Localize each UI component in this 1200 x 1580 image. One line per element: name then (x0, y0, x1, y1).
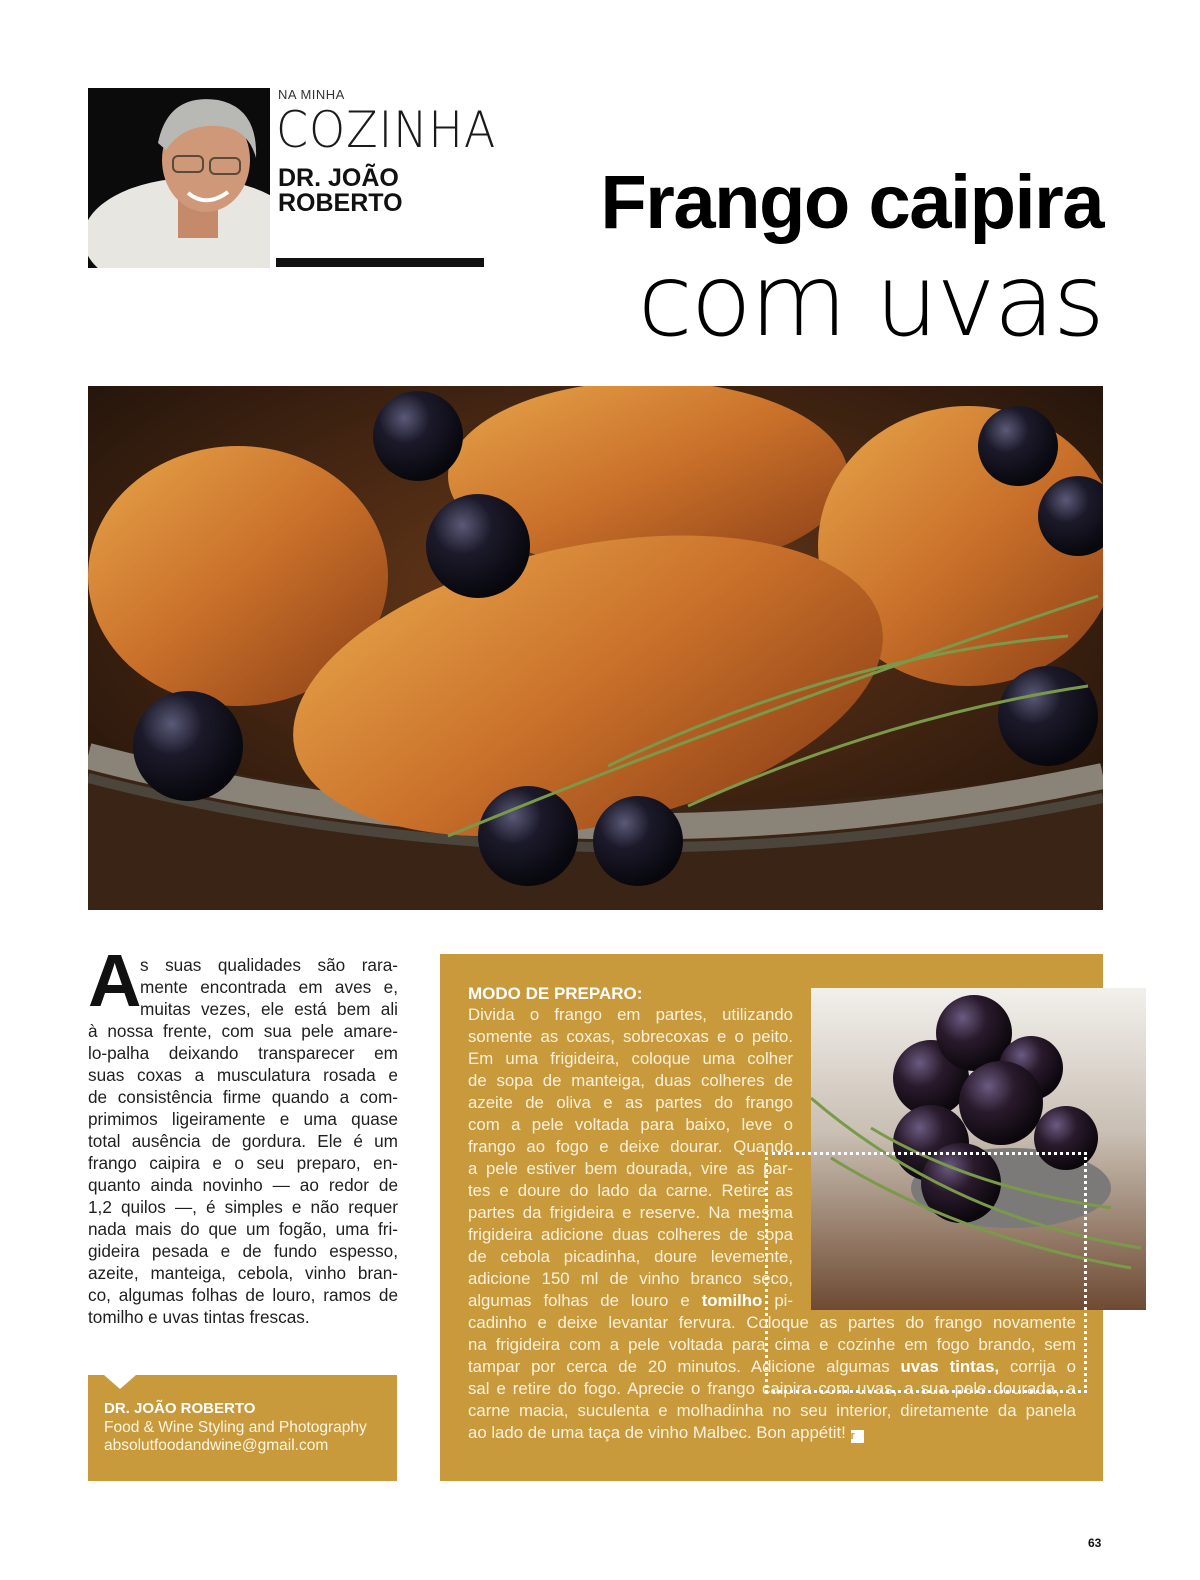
prep-line: Divida o frango em partes, utilizando (468, 1005, 793, 1024)
intro-line: co, algumas folhas de louro, ramos de (88, 1285, 398, 1305)
prep-line: na frigideira com a pele voltada para cima e cozinhe em fogo brando, sem (468, 1335, 1076, 1354)
prep-line: a pele estiver bem dourada, vire as par- (468, 1159, 793, 1178)
prep-line: somente as coxas, sobrecoxas e o peito. (468, 1027, 793, 1046)
prep-line: sal e retire do fogo. Aprecie o frango caipira com uvas, a sua pele dourada, a (468, 1379, 1076, 1398)
intro-line: primimos ligeiramente e uma quase (88, 1109, 398, 1129)
prep-text: ao lado de uma taça de vinho Malbec. Bon appétit! (468, 1423, 846, 1442)
intro-line: total ausência de gordura. Ele é um (88, 1131, 398, 1151)
columnist-name (278, 166, 403, 216)
intro-line: tomilho e uvas tintas frescas. (88, 1307, 310, 1327)
prep-line: com a pele voltada para baixo, leve o (468, 1115, 793, 1134)
prep-line: partes da frigideira e reserve. Na mesma (468, 1203, 793, 1222)
prep-text: algumas folhas de louro e (468, 1291, 702, 1310)
prep-line: Em uma frigideira, coloque uma colher (468, 1049, 793, 1068)
article-title-line1: Frango caipira (600, 160, 1103, 245)
end-mark-icon: r (851, 1430, 864, 1443)
prep-text: pi- (762, 1291, 793, 1310)
intro-line: 1,2 quilos —, é simples e não requer (88, 1197, 398, 1217)
author-credit-email: absolutfoodandwine@gmail.com (104, 1437, 329, 1454)
prep-line: de sopa de manteiga, duas colheres de (468, 1071, 793, 1090)
prep-line: tes e doure do lado da carne. Retire as (468, 1181, 793, 1200)
prep-line: de cebola picadinha, doure levemente, (468, 1247, 793, 1266)
prep-text: tampar por cerca de 20 minutos. Adicione algumas (468, 1357, 901, 1376)
page-number: 63 (1088, 1536, 1102, 1550)
prep-line: azeite de oliva e as partes do frango (468, 1093, 793, 1112)
author-credit-role: Food & Wine Styling and Photography (104, 1419, 367, 1436)
intro-line: nada mais do que um fogão, uma fri- (88, 1219, 398, 1239)
intro-line: muitas vezes, ele está bem ali (140, 999, 398, 1019)
intro-line: azeite, manteiga, cebola, vinho bran- (88, 1263, 398, 1283)
section-title: COZINHA (276, 101, 497, 159)
prep-text: corrija o (999, 1357, 1076, 1376)
highlight-tomilho: tomilho (701, 1291, 763, 1310)
preparation-title: MODO DE PREPARO: (468, 984, 643, 1003)
author-box-notch (104, 1375, 136, 1389)
prep-line: adicione 150 ml de vinho branco seco, (468, 1269, 793, 1288)
prep-line: cadinho e deixe levantar fervura. Coloque as partes do frango novamente (468, 1313, 1076, 1332)
columnist-name-line1: DR. JOÃO (278, 164, 399, 192)
columnist-name-line2: ROBERTO (278, 189, 403, 217)
intro-line: lo-palha deixando transparecer em (88, 1043, 398, 1063)
intro-line: mente encontrada em aves e, (140, 977, 398, 997)
section-kicker: NA MINHA (278, 87, 345, 102)
intro-line: de consistência firme quando a com- (88, 1087, 398, 1107)
intro-line: gideira pesada e de fundo espesso, (88, 1241, 398, 1261)
author-portrait (88, 88, 270, 268)
prep-line: frigideira adicione duas colheres de sopa (468, 1225, 793, 1244)
hero-photo-chicken-with-grapes (88, 386, 1103, 910)
highlight-uvas-tintas: uvas tintas, (900, 1357, 1000, 1376)
prep-line: frango ao fogo e deixe dourar. Quando (468, 1137, 793, 1156)
intro-line: à nossa frente, com sua pele amare- (88, 1021, 398, 1041)
author-credit-name: DR. JOÃO ROBERTO (104, 1400, 256, 1417)
intro-line: suas coxas a musculatura rosada e (88, 1065, 398, 1085)
prep-line-tomilho (468, 1290, 793, 1312)
prep-line-uvas (468, 1356, 1076, 1378)
prep-line: carne macia, suculenta e molhadinha no seu interior, diretamente da panela (468, 1401, 1076, 1420)
drop-cap: A (88, 939, 142, 1022)
intro-line: s suas qualidades são rara- (140, 955, 398, 975)
intro-line: frango caipira e o seu preparo, en- (88, 1153, 398, 1173)
article-title-line2: com uvas (637, 242, 1103, 359)
intro-line: quanto ainda novinho — ao redor de (88, 1175, 398, 1195)
prep-line-last (468, 1422, 1076, 1444)
header-rule (276, 258, 484, 267)
